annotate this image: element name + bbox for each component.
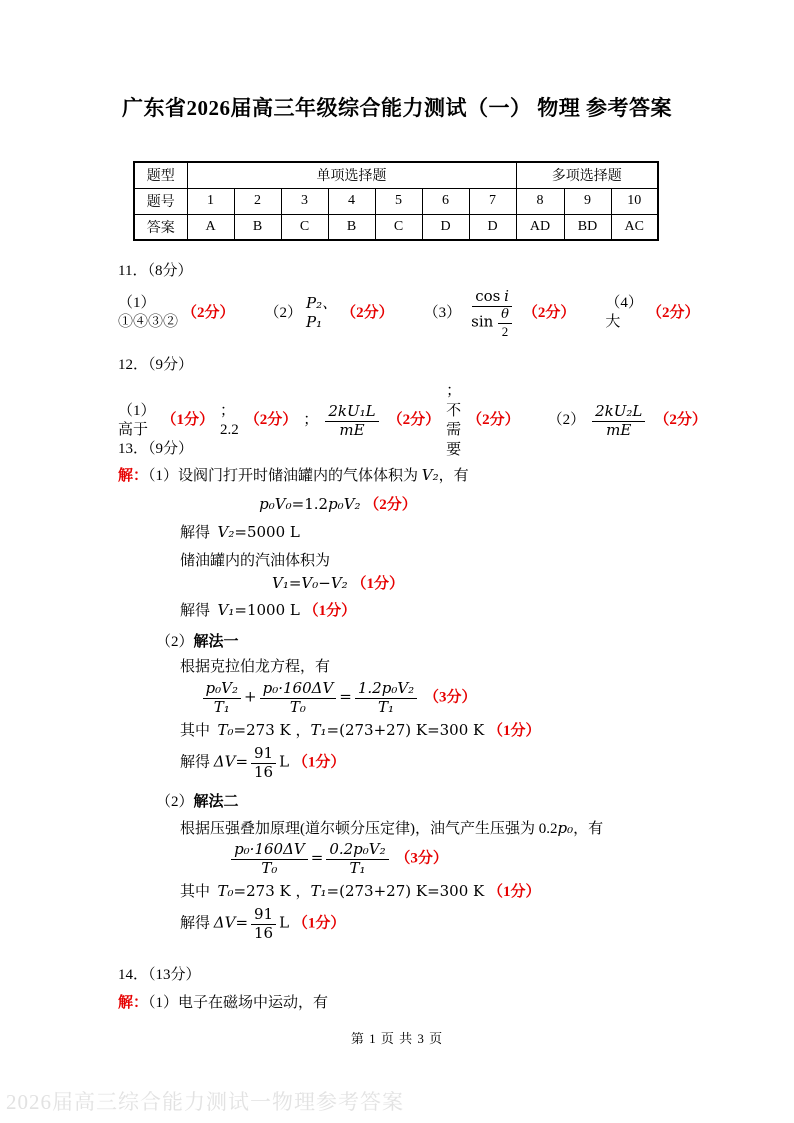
- solve-label: 解得: [180, 602, 211, 619]
- question-14: [118, 966, 686, 1014]
- q13-m1-conditions: [118, 721, 686, 742]
- fraction-numerator: p₀·160ΔV: [260, 680, 337, 699]
- solve-label: 解得: [180, 916, 211, 933]
- m1-fraction-3: [355, 680, 417, 716]
- q11-part3-label: （3）: [423, 304, 462, 321]
- fraction-denominator: T₁: [349, 859, 366, 877]
- q11-part1: [118, 294, 235, 334]
- q13-m1-eq-score: （3分）: [423, 689, 477, 706]
- q12-score-1: （1分）: [161, 412, 215, 429]
- equals-sign: =: [235, 914, 249, 933]
- table-row-numbers: [134, 188, 658, 214]
- equals-sign: =: [310, 848, 324, 867]
- result-fraction: [251, 745, 276, 781]
- answer-table: [133, 161, 659, 241]
- q13-method-2-heading: [118, 792, 686, 813]
- q11-part4-text: （4）大: [605, 294, 643, 331]
- equals-sign: =: [339, 687, 352, 706]
- solve-label: 解得: [180, 754, 211, 771]
- q13-m1-result: [118, 745, 686, 781]
- q13-v1-score: （1分）: [303, 602, 357, 619]
- question-11-answers: [118, 286, 700, 339]
- q12-part1-label: （1）高于: [118, 402, 156, 439]
- answer-cell: AC: [611, 214, 658, 240]
- q11-part4-score: （2分）: [646, 304, 700, 321]
- fraction-denominator: [468, 307, 516, 339]
- fraction-numerator: p₀V₂: [203, 680, 241, 699]
- q14-intro-text: （1）电子在磁场中运动，有: [148, 994, 329, 1011]
- angle-i-var: i: [504, 286, 509, 305]
- q13-m2-conditions: [118, 882, 686, 903]
- v2-var: V₂: [217, 523, 235, 542]
- page-number: 第 1 页 共 3 页: [350, 1031, 444, 1046]
- m1-fraction-1: [203, 680, 241, 716]
- q13-eq2-score: （1分）: [351, 575, 404, 592]
- result-fraction: [251, 906, 276, 942]
- q13-m2-result-score: （1分）: [292, 916, 346, 933]
- q13-method-1-heading: [118, 632, 686, 653]
- theta-half-fraction: [498, 307, 512, 339]
- q13-m2-result: [118, 906, 686, 942]
- fraction-denominator: T₀: [289, 697, 306, 716]
- question-12-heading: 12．（9分）: [118, 357, 194, 373]
- method-2-title: 解法二: [193, 792, 239, 810]
- fraction-numerator: 91: [251, 906, 276, 925]
- question-11: [118, 262, 700, 339]
- fraction-denominator: T₁: [378, 697, 395, 716]
- answer-cell: B: [234, 214, 281, 240]
- m2-text: 根据压强叠加原理(道尔顿分压定律)，油气产生压强为 0.2: [180, 820, 558, 837]
- q11-part2: [265, 294, 394, 334]
- q13-text-volume: 储油罐内的汽油体积为: [180, 553, 331, 570]
- sin-function: sin: [471, 312, 494, 331]
- q12-separator: ；: [303, 412, 319, 429]
- fraction-denominator: 16: [254, 924, 274, 943]
- q12-part2-label: （2）: [547, 412, 586, 429]
- unit-label: L: [279, 752, 290, 771]
- part-2-label: （2）: [156, 633, 194, 650]
- q11-part3-fraction: [468, 288, 516, 339]
- m2-fraction-1: [231, 841, 308, 877]
- answer-cell: B: [328, 214, 375, 240]
- q13-equation-2: [118, 574, 558, 595]
- q13-m2-cond-score: （1分）: [488, 883, 541, 900]
- type-label-cell: 题型: [134, 162, 187, 188]
- answer-cell: D: [469, 214, 516, 240]
- table-row-type: [134, 162, 658, 188]
- q13-m1-cond-score: （1分）: [488, 722, 541, 739]
- question-14-heading: 14．（13分）: [118, 967, 201, 983]
- q12-fraction-2: [592, 403, 645, 439]
- qnum-cell: 9: [564, 188, 611, 214]
- qnum-cell: 7: [469, 188, 516, 214]
- q11-part2-score: （2分）: [341, 304, 394, 321]
- qnum-cell: 4: [328, 188, 375, 214]
- cos-function: cos: [475, 286, 501, 305]
- q13-eq1-score: （2分）: [364, 496, 417, 513]
- q11-part1-score: （2分）: [182, 304, 235, 321]
- q12-score-3: （2分）: [387, 412, 441, 429]
- v2-var: V₂: [421, 465, 439, 484]
- q13-method-1-text: 根据克拉伯龙方程，有: [180, 659, 331, 676]
- qnum-cell: 1: [187, 188, 234, 214]
- q12-part2: [548, 403, 649, 439]
- fraction-denominator: T₁: [213, 697, 230, 716]
- q12-fraction-1: [325, 403, 378, 439]
- q13-intro-tail: ，有: [438, 467, 469, 484]
- eq1-left: p₀V₀: [259, 494, 292, 513]
- q11-part1-text: （1）①④③②: [118, 294, 179, 331]
- qnum-cell: 2: [234, 188, 281, 214]
- q12-score-2: （2分）: [244, 412, 298, 429]
- solve-label: 解得: [180, 525, 211, 542]
- p0-var: p₀: [557, 818, 574, 837]
- answer-cell: AD: [516, 214, 564, 240]
- q13-method-1-equation: [118, 680, 558, 716]
- q11-part3: [424, 288, 576, 339]
- q13-method-2-equation: [118, 841, 558, 877]
- qnum-cell: 10: [611, 188, 658, 214]
- multi-choice-header-cell: 多项选择题: [516, 162, 658, 188]
- q13-result-v2: [118, 523, 686, 544]
- q12-answer-3: [303, 403, 381, 439]
- delta-v-var: ΔV: [213, 914, 236, 933]
- cond-label: 其中: [180, 722, 211, 739]
- t1-value: =(273+27) K=300 K: [326, 881, 485, 900]
- eq1-mid: =1.2: [291, 494, 329, 513]
- qnum-cell: 8: [516, 188, 564, 214]
- qnum-cell: 5: [375, 188, 422, 214]
- question-11-heading: 11．（8分）: [118, 263, 193, 279]
- q13-intro-text: （1）设阀门打开时储油罐内的气体体积为: [148, 467, 422, 484]
- fraction-denominator: T₀: [261, 859, 278, 877]
- v2-value: =5000 L: [234, 523, 300, 542]
- delta-v-var: ΔV: [213, 752, 236, 771]
- v1-var: V₁: [217, 600, 235, 619]
- solution-label: 解：: [118, 994, 149, 1011]
- q12-answer-2: ；2.2: [220, 402, 239, 439]
- single-choice-header-cell: 单项选择题: [187, 162, 516, 188]
- q14-solution-intro: [118, 994, 686, 1014]
- q11-part2-label: （2）: [264, 304, 303, 321]
- fraction-denominator: mE: [606, 420, 632, 439]
- q11-part4: [605, 294, 699, 334]
- q13-solution-intro: [118, 466, 686, 487]
- table-row-answers: [134, 214, 658, 240]
- q13-equation-1: [118, 495, 558, 516]
- plus-sign: +: [244, 687, 257, 706]
- answer-cell: BD: [564, 214, 611, 240]
- part-2-label: （2）: [156, 793, 194, 810]
- watermark: 2026届高三综合能力测试一物理参考答案: [6, 1090, 404, 1114]
- v1-value: =1000 L: [234, 600, 300, 619]
- t0-var: T₀: [217, 881, 234, 900]
- t0-value: =273 K ，: [233, 720, 311, 739]
- answer-cell: D: [422, 214, 469, 240]
- fraction-numerator: 2kU₂L: [592, 403, 645, 422]
- q13-m2-eq-score: （3分）: [395, 850, 448, 867]
- q11-part3-score: （2分）: [522, 304, 576, 321]
- m2-text-tail: ，有: [573, 820, 604, 837]
- answer-cell: C: [281, 214, 328, 240]
- q13-m1-result-score: （1分）: [292, 754, 346, 771]
- answer-cell: A: [187, 214, 234, 240]
- fraction-numerator: p₀·160ΔV: [231, 841, 308, 860]
- half-denominator: 2: [501, 323, 509, 339]
- page-title: 广东省2026届高三年级综合能力测试（一） 物理 参考答案: [122, 96, 672, 120]
- theta-var: θ: [498, 307, 512, 323]
- fraction-numerator: [472, 288, 512, 308]
- m1-fraction-2: [260, 680, 337, 716]
- fraction-numerator: 91: [251, 745, 276, 764]
- num-label-cell: 题号: [134, 188, 187, 214]
- t0-var: T₀: [217, 720, 234, 739]
- fraction-denominator: 16: [254, 763, 274, 782]
- q13-result-v1: [118, 601, 686, 622]
- ans-label-cell: 答案: [134, 214, 187, 240]
- q11-part2-answer: P₂、P₁: [306, 293, 338, 332]
- t1-value: =(273+27) K=300 K: [326, 720, 485, 739]
- t0-value: =273 K ，: [233, 881, 311, 900]
- q13-method-2-text: [118, 819, 686, 840]
- qnum-cell: 3: [281, 188, 328, 214]
- answer-cell: C: [375, 214, 422, 240]
- fraction-numerator: 2kU₁L: [325, 403, 378, 422]
- q12-answer-4: ；不需要: [446, 382, 462, 459]
- m2-fraction-2: [326, 841, 388, 877]
- eq2-formula: V₁=V₀−V₂: [272, 573, 348, 592]
- cond-label: 其中: [180, 883, 211, 900]
- qnum-cell: 6: [422, 188, 469, 214]
- question-13-heading: 13．（9分）: [118, 441, 194, 457]
- eq1-right: p₀V₂: [328, 494, 361, 513]
- fraction-numerator: 1.2p₀V₂: [355, 680, 417, 699]
- equals-sign: =: [235, 752, 249, 771]
- fraction-denominator: mE: [339, 420, 365, 439]
- method-1-title: 解法一: [193, 632, 239, 650]
- t1-var: T₁: [310, 881, 327, 900]
- unit-label: L: [279, 914, 290, 933]
- solution-label: 解：: [118, 467, 149, 484]
- question-13: [118, 440, 686, 943]
- q12-score-4: （2分）: [467, 412, 520, 429]
- t1-var: T₁: [310, 720, 327, 739]
- fraction-numerator: 0.2p₀V₂: [326, 841, 388, 860]
- q12-score-5: （2分）: [654, 412, 707, 429]
